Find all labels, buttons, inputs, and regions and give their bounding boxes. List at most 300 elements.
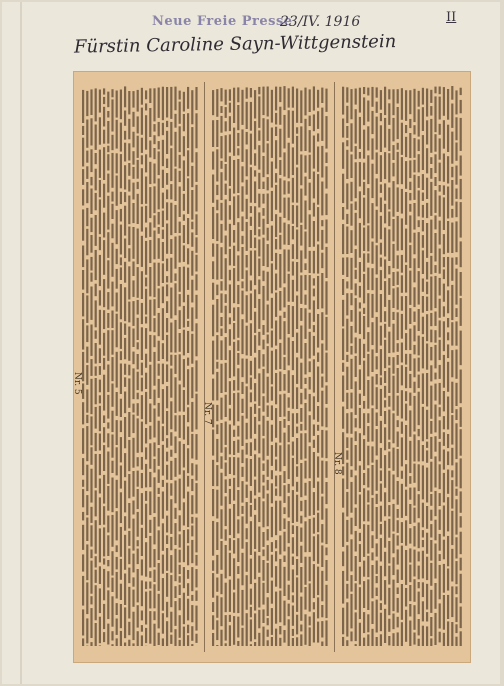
newspaper-stamp: Neue Freie Presse bbox=[152, 14, 293, 29]
text-line bbox=[392, 288, 394, 308]
text-line bbox=[325, 194, 327, 216]
text-line bbox=[99, 90, 101, 113]
text-line bbox=[363, 97, 365, 125]
text-line bbox=[233, 160, 235, 194]
text-line bbox=[271, 581, 273, 604]
text-line bbox=[195, 518, 197, 553]
text-line bbox=[132, 471, 134, 497]
text-line bbox=[86, 389, 88, 412]
text-line bbox=[321, 230, 323, 250]
text-line bbox=[392, 580, 394, 612]
text-line bbox=[413, 325, 415, 341]
text-line bbox=[346, 281, 348, 288]
text-line bbox=[300, 155, 302, 186]
text-line bbox=[296, 89, 298, 123]
text-line bbox=[296, 127, 298, 133]
text-line bbox=[162, 492, 164, 519]
text-line bbox=[363, 344, 365, 358]
text-line bbox=[170, 537, 172, 550]
text-line bbox=[99, 566, 101, 584]
text-line bbox=[120, 123, 122, 152]
text-line bbox=[153, 335, 155, 347]
text-line bbox=[434, 583, 436, 609]
text-line bbox=[388, 471, 390, 502]
text-line bbox=[90, 642, 92, 646]
text-line bbox=[262, 219, 264, 235]
text-line bbox=[355, 508, 357, 526]
text-line bbox=[128, 378, 130, 407]
text-line bbox=[107, 516, 109, 533]
text-line bbox=[250, 217, 252, 226]
text-line bbox=[220, 364, 222, 393]
text-line bbox=[451, 285, 453, 320]
text-line bbox=[350, 89, 352, 119]
text-line bbox=[346, 584, 348, 599]
text-line bbox=[380, 634, 382, 646]
text-line bbox=[309, 377, 311, 390]
text-line bbox=[90, 379, 92, 414]
clipping-column-1 bbox=[80, 82, 200, 652]
text-line bbox=[95, 623, 97, 646]
text-line bbox=[149, 536, 151, 568]
text-line bbox=[86, 259, 88, 293]
text-line bbox=[137, 354, 139, 369]
text-line bbox=[388, 396, 390, 407]
column-rule-2 bbox=[334, 82, 335, 652]
text-line bbox=[246, 102, 248, 129]
text-line bbox=[166, 202, 168, 220]
text-line bbox=[183, 114, 185, 131]
text-lines-column-1 bbox=[80, 82, 200, 652]
text-line bbox=[141, 457, 143, 470]
text-line bbox=[241, 628, 243, 646]
text-line bbox=[363, 308, 365, 314]
text-line bbox=[145, 464, 147, 488]
text-line bbox=[82, 352, 84, 381]
text-line bbox=[267, 272, 269, 301]
text-line bbox=[158, 469, 160, 483]
text-line bbox=[267, 228, 269, 241]
text-line bbox=[359, 533, 361, 541]
text-line bbox=[321, 377, 323, 388]
text-line bbox=[405, 296, 407, 330]
text-line bbox=[250, 589, 252, 605]
text-line bbox=[359, 339, 361, 365]
text-line bbox=[409, 308, 411, 324]
text-line bbox=[418, 429, 420, 436]
text-line bbox=[246, 132, 248, 145]
text-line bbox=[418, 619, 420, 635]
text-line bbox=[367, 225, 369, 251]
text-line bbox=[292, 375, 294, 409]
text-line bbox=[225, 496, 227, 526]
text-line bbox=[279, 254, 281, 288]
text-line bbox=[355, 445, 357, 471]
text-line bbox=[439, 365, 441, 379]
text-line bbox=[267, 335, 269, 344]
page-number: II bbox=[446, 10, 457, 25]
text-line bbox=[99, 348, 101, 363]
text-line bbox=[292, 306, 294, 337]
text-line bbox=[325, 585, 327, 618]
text-line bbox=[288, 521, 290, 543]
text-line bbox=[120, 492, 122, 523]
text-line bbox=[309, 446, 311, 478]
text-line bbox=[455, 143, 457, 161]
text-line bbox=[359, 567, 361, 585]
text-line bbox=[367, 468, 369, 487]
text-line bbox=[237, 255, 239, 281]
text-line bbox=[250, 167, 252, 203]
text-line bbox=[82, 554, 84, 571]
text-line bbox=[304, 88, 306, 116]
text-line bbox=[275, 551, 277, 561]
text-line bbox=[321, 88, 323, 103]
text-line bbox=[350, 470, 352, 478]
text-line bbox=[434, 265, 436, 273]
text-line bbox=[179, 515, 181, 531]
text-line bbox=[309, 519, 311, 552]
text-line bbox=[258, 229, 260, 236]
text-line bbox=[355, 475, 357, 504]
text-line bbox=[346, 140, 348, 146]
text-line bbox=[153, 584, 155, 608]
text-line bbox=[141, 236, 143, 267]
text-line bbox=[405, 192, 407, 225]
text-line bbox=[376, 588, 378, 596]
text-line bbox=[384, 259, 386, 278]
text-line bbox=[153, 517, 155, 545]
text-line bbox=[325, 152, 327, 163]
text-line bbox=[132, 643, 134, 646]
text-line bbox=[116, 545, 118, 552]
text-line bbox=[216, 89, 218, 117]
text-line bbox=[183, 306, 185, 328]
text-line bbox=[191, 526, 193, 537]
text-line bbox=[434, 520, 436, 541]
text-line bbox=[174, 169, 176, 201]
text-line bbox=[191, 222, 193, 230]
text-line bbox=[392, 534, 394, 554]
text-line bbox=[455, 637, 457, 646]
text-line bbox=[363, 163, 365, 180]
text-line bbox=[153, 299, 155, 316]
text-line bbox=[116, 249, 118, 264]
text-line bbox=[418, 375, 420, 389]
text-line bbox=[128, 248, 130, 261]
text-line bbox=[237, 133, 239, 146]
text-line bbox=[183, 444, 185, 468]
text-line bbox=[409, 585, 411, 601]
text-line bbox=[86, 465, 88, 491]
text-line bbox=[233, 196, 235, 225]
text-line bbox=[422, 193, 424, 201]
text-line bbox=[128, 196, 130, 225]
text-line bbox=[141, 138, 143, 153]
text-line bbox=[443, 87, 445, 116]
text-line bbox=[237, 393, 239, 422]
text-line bbox=[434, 134, 436, 152]
text-line bbox=[216, 335, 218, 360]
text-line bbox=[170, 203, 172, 236]
text-line bbox=[401, 471, 403, 479]
text-line bbox=[418, 336, 420, 356]
text-line bbox=[124, 377, 126, 387]
text-line bbox=[409, 604, 411, 617]
text-line bbox=[376, 102, 378, 113]
text-line bbox=[409, 488, 411, 500]
text-line bbox=[401, 522, 403, 543]
text-line bbox=[111, 311, 113, 329]
text-line bbox=[434, 544, 436, 579]
text-line bbox=[317, 513, 319, 533]
text-line bbox=[141, 108, 143, 135]
text-line bbox=[418, 523, 420, 549]
text-line bbox=[137, 342, 139, 349]
text-line bbox=[158, 179, 160, 210]
text-line bbox=[380, 421, 382, 443]
text-line bbox=[116, 557, 118, 570]
text-line bbox=[443, 120, 445, 149]
text-line bbox=[418, 552, 420, 562]
text-line bbox=[99, 199, 101, 234]
text-line bbox=[300, 567, 302, 593]
text-line bbox=[95, 556, 97, 567]
text-line bbox=[120, 527, 122, 557]
text-line bbox=[430, 220, 432, 254]
text-line bbox=[401, 422, 403, 434]
text-line bbox=[376, 87, 378, 97]
text-line bbox=[195, 214, 197, 235]
text-line bbox=[443, 450, 445, 470]
text-line bbox=[153, 409, 155, 438]
text-line bbox=[141, 580, 143, 606]
text-line bbox=[346, 602, 348, 636]
text-line bbox=[392, 448, 394, 471]
text-line bbox=[288, 619, 290, 646]
text-line bbox=[82, 428, 84, 454]
text-line bbox=[422, 445, 424, 461]
text-line bbox=[342, 513, 344, 547]
text-line bbox=[397, 343, 399, 352]
text-line bbox=[304, 587, 306, 610]
text-line bbox=[95, 125, 97, 150]
text-line bbox=[304, 557, 306, 585]
text-line bbox=[363, 361, 365, 396]
text-line bbox=[111, 153, 113, 188]
text-line bbox=[107, 111, 109, 118]
text-line bbox=[225, 121, 227, 131]
text-line bbox=[229, 284, 231, 313]
text-line bbox=[132, 404, 134, 413]
text-line bbox=[367, 332, 369, 352]
text-line bbox=[153, 231, 155, 260]
text-line bbox=[229, 509, 231, 535]
text-line bbox=[229, 317, 231, 324]
text-line bbox=[246, 180, 248, 195]
text-line bbox=[434, 87, 436, 94]
text-line bbox=[355, 644, 357, 646]
text-line bbox=[443, 633, 445, 646]
text-line bbox=[258, 239, 260, 256]
column-rule-1 bbox=[204, 82, 205, 652]
text-line bbox=[405, 265, 407, 293]
text-line bbox=[95, 215, 97, 246]
text-line bbox=[279, 591, 281, 623]
text-line bbox=[149, 108, 151, 137]
text-line bbox=[128, 365, 130, 376]
text-line bbox=[229, 538, 231, 550]
text-line bbox=[363, 581, 365, 608]
text-line bbox=[443, 306, 445, 316]
text-line bbox=[371, 87, 373, 107]
text-line bbox=[376, 317, 378, 353]
text-line bbox=[158, 263, 160, 286]
text-line bbox=[179, 576, 181, 583]
text-line bbox=[342, 407, 344, 429]
text-line bbox=[451, 382, 453, 413]
text-line bbox=[413, 287, 415, 307]
text-line bbox=[313, 492, 315, 515]
text-line bbox=[141, 635, 143, 646]
text-line bbox=[376, 543, 378, 556]
text-line bbox=[187, 358, 189, 366]
text-line bbox=[149, 404, 151, 423]
text-line bbox=[90, 273, 92, 282]
text-line bbox=[262, 486, 264, 499]
text-line bbox=[413, 382, 415, 393]
text-line bbox=[254, 335, 256, 353]
text-line bbox=[103, 310, 105, 329]
text-line bbox=[111, 435, 113, 458]
text-line bbox=[455, 321, 457, 345]
text-line bbox=[371, 535, 373, 548]
text-line bbox=[309, 481, 311, 516]
text-line bbox=[271, 331, 273, 348]
text-line bbox=[90, 177, 92, 186]
text-line bbox=[145, 491, 147, 501]
text-line bbox=[111, 596, 113, 626]
text-line bbox=[103, 147, 105, 180]
text-line bbox=[137, 182, 139, 189]
text-line bbox=[409, 90, 411, 114]
text-line bbox=[350, 204, 352, 226]
text-line bbox=[359, 312, 361, 335]
text-line bbox=[141, 88, 143, 105]
text-line bbox=[95, 300, 97, 327]
text-line bbox=[367, 354, 369, 377]
text-line bbox=[455, 499, 457, 534]
text-line bbox=[271, 226, 273, 262]
text-line bbox=[283, 507, 285, 514]
text-line bbox=[262, 550, 264, 557]
text-line bbox=[283, 357, 285, 370]
text-line bbox=[95, 169, 97, 191]
text-line bbox=[220, 317, 222, 326]
text-line bbox=[271, 90, 273, 123]
text-line bbox=[103, 279, 105, 307]
text-line bbox=[401, 584, 403, 620]
text-line bbox=[262, 156, 264, 177]
text-line bbox=[86, 582, 88, 614]
text-line bbox=[212, 460, 214, 486]
text-line bbox=[418, 440, 420, 461]
text-line bbox=[233, 88, 235, 123]
text-line bbox=[107, 330, 109, 361]
text-line bbox=[430, 277, 432, 311]
text-line bbox=[216, 149, 218, 181]
text-line bbox=[212, 175, 214, 203]
text-line bbox=[292, 458, 294, 487]
text-line bbox=[317, 244, 319, 273]
text-line bbox=[422, 337, 424, 369]
text-line bbox=[137, 318, 139, 340]
text-line bbox=[296, 262, 298, 291]
text-line bbox=[187, 427, 189, 446]
text-line bbox=[116, 420, 118, 445]
text-line bbox=[313, 325, 315, 332]
text-line bbox=[137, 605, 139, 627]
text-line bbox=[95, 193, 97, 210]
text-line bbox=[250, 88, 252, 97]
text-line bbox=[225, 258, 227, 290]
text-line bbox=[346, 150, 348, 179]
text-line bbox=[388, 636, 390, 645]
text-line bbox=[128, 327, 130, 361]
text-line bbox=[325, 386, 327, 405]
text-line bbox=[422, 373, 424, 404]
text-line bbox=[434, 177, 436, 186]
text-line bbox=[229, 489, 231, 504]
text-line bbox=[376, 117, 378, 150]
text-line bbox=[426, 468, 428, 503]
text-line bbox=[296, 357, 298, 384]
text-line bbox=[191, 495, 193, 514]
text-line bbox=[220, 136, 222, 158]
text-line bbox=[170, 483, 172, 495]
text-line bbox=[418, 232, 420, 268]
text-line bbox=[111, 644, 113, 646]
text-line bbox=[455, 409, 457, 420]
text-line bbox=[124, 417, 126, 448]
text-line bbox=[246, 502, 248, 524]
text-line bbox=[292, 525, 294, 534]
text-line bbox=[137, 457, 139, 466]
clipping-column-3 bbox=[340, 82, 464, 652]
text-line bbox=[401, 255, 403, 273]
text-line bbox=[220, 88, 222, 101]
text-line bbox=[233, 246, 235, 266]
text-line bbox=[111, 204, 113, 219]
text-line bbox=[258, 332, 260, 346]
text-line bbox=[149, 222, 151, 237]
text-line bbox=[187, 178, 189, 214]
text-line bbox=[145, 317, 147, 324]
text-line bbox=[309, 116, 311, 127]
text-line bbox=[292, 569, 294, 592]
text-line bbox=[191, 605, 193, 622]
text-line bbox=[191, 626, 193, 641]
text-line bbox=[359, 152, 361, 159]
text-line bbox=[95, 433, 97, 451]
text-line bbox=[271, 128, 273, 158]
text-line bbox=[111, 411, 113, 432]
text-line bbox=[162, 613, 164, 634]
text-line bbox=[384, 609, 386, 643]
text-line bbox=[325, 247, 327, 278]
text-line bbox=[304, 263, 306, 270]
text-line bbox=[258, 425, 260, 454]
